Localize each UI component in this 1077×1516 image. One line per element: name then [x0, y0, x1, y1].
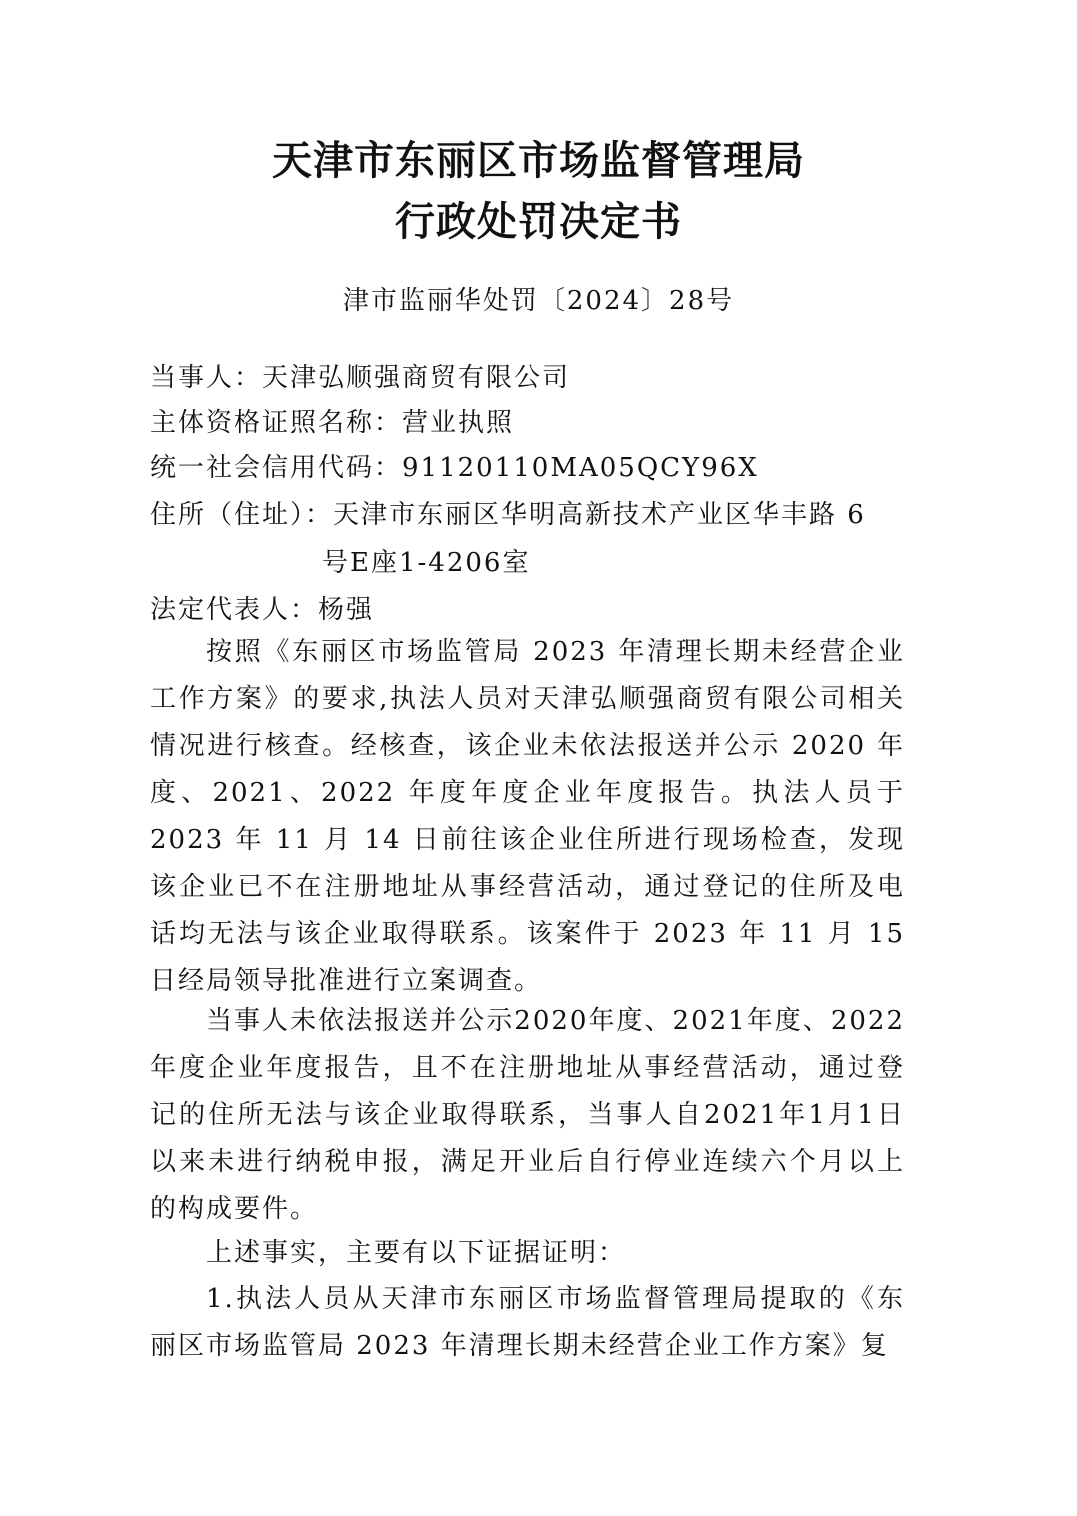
paragraph-findings: 当事人未依法报送并公示2020年度、2021年度、2022年度企业年度报告，且不在注册地址从事经营活动，通过登记的住所无法与该企业取得联系，当事人自2021年1月1日以来未进行纳税申报，满足开业后自行停业连续六个月以上的构成要件。 [150, 1006, 905, 1224]
paragraph-evidence-intro: 上述事实，主要有以下证据证明： [206, 1238, 627, 1268]
document-subtitle: 行政处罚决定书 [395, 198, 682, 245]
credit-code: 统一社会信用代码：91120110MA05QCY96X [150, 453, 759, 483]
address-line-1: 住所（住址）：天津市东丽区华明高新技术产业区华丰路 6 [150, 500, 866, 530]
address-line-2: 号E座1-4206室 [322, 548, 531, 578]
paragraph-evidence-item-1: 1.执法人员从天津市东丽区市场监督管理局提取的《东丽区市场监管局 2023 年清理长期未经营企业工作方案》复 [150, 1284, 905, 1361]
document-number: 津市监丽华处罚〔2024〕28号 [342, 286, 735, 316]
license-name: 主体资格证照名称：营业执照 [150, 408, 515, 438]
document-title: 天津市东丽区市场监督管理局 [272, 137, 805, 184]
party-name: 当事人：天津弘顺强商贸有限公司 [150, 363, 571, 393]
paragraph-investigation: 按照《东丽区市场监管局 2023 年清理长期未经营企业工作方案》的要求,执法人员对天津弘顺强商贸有限公司相关情况进行核查。经核查，该企业未依法报送并公示 2020 年度、2021、2022 年度年度企业年度报告。执法人员于 2023 年 11 月 14 日前往该企业住所进行现场检查，发现该企业已不在注册地址从事经营活动，通过登记的住所及电话均无法与该企业取得联系。该案件于 2023 年 11 月 15 日经局领导批准进行立案调查。 [150, 637, 905, 996]
legal-representative: 法定代表人：杨强 [150, 595, 375, 625]
